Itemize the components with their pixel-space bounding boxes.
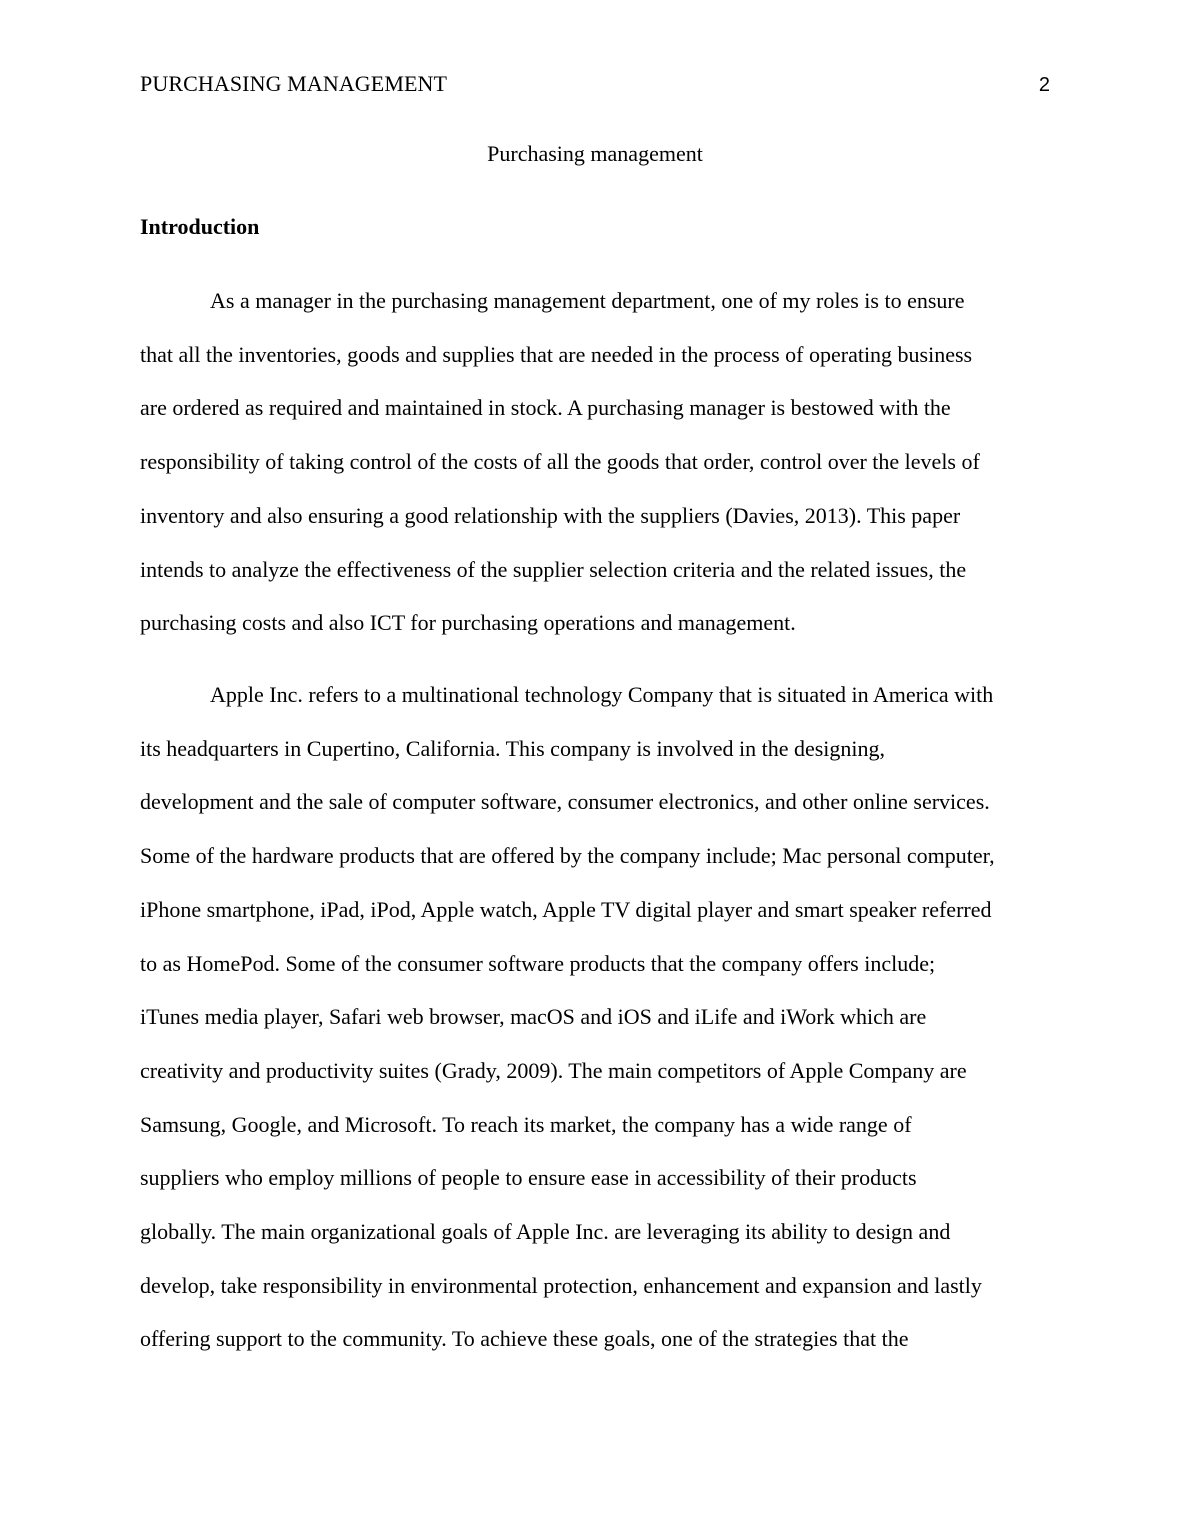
paragraph-line: that all the inventories, goods and supplies that are needed in the process of operating business	[140, 341, 973, 367]
paragraph-line: develop, take responsibility in environmental protection, enhancement and expansion and lastly	[140, 1272, 982, 1298]
page-number: 2	[1038, 74, 1050, 96]
paragraph-line: globally. The main organizational goals of Apple Inc. are leveraging its ability to design and	[140, 1219, 951, 1245]
paragraph-line: responsibility of taking control of the costs of all the goods that order, control over the levels of	[140, 449, 980, 475]
paragraph-line: As a manager in the purchasing management department, one of my roles is to ensure	[210, 288, 965, 313]
paragraph-line: to as HomePod. Some of the consumer software products that the company offers include;	[140, 950, 936, 976]
paragraph-line: development and the sale of computer software, consumer electronics, and other online services.	[140, 789, 990, 815]
paragraph-introduction	[140, 274, 1055, 650]
paragraph-line: purchasing costs and also ICT for purchasing operations and management.	[140, 610, 796, 636]
paragraph-line: offering support to the community. To achieve these goals, one of the strategies that the	[140, 1326, 909, 1352]
paragraph-line: iTunes media player, Safari web browser, macOS and iOS and iLife and iWork which are	[140, 1004, 927, 1030]
paragraph-line: its headquarters in Cupertino, California. This company is involved in the designing,	[140, 735, 886, 761]
paragraph-line: Apple Inc. refers to a multinational technology Company that is situated in America with	[210, 682, 994, 707]
paragraph-line: are ordered as required and maintained in stock. A purchasing manager is bestowed with the	[140, 395, 951, 421]
document-title: Purchasing management	[487, 141, 703, 166]
paragraph-line: iPhone smartphone, iPad, iPod, Apple watch, Apple TV digital player and smart speaker referred	[140, 896, 992, 922]
paragraph-line: inventory and also ensuring a good relationship with the suppliers (Davies, 2013). This paper	[140, 502, 961, 528]
paragraph-line: Samsung, Google, and Microsoft. To reach its market, the company has a wide range of	[140, 1111, 912, 1137]
paragraph-line: creativity and productivity suites (Grady, 2009). The main competitors of Apple Company are	[140, 1057, 967, 1083]
paragraph-line: suppliers who employ millions of people to ensure ease in accessibility of their products	[140, 1165, 917, 1191]
section-heading: Introduction	[140, 214, 260, 239]
running-head: PURCHASING MANAGEMENT	[140, 71, 448, 96]
paragraph-apple-inc	[140, 668, 1055, 1366]
paragraph-line: Some of the hardware products that are offered by the company include; Mac personal computer,	[140, 843, 995, 869]
paragraph-line: intends to analyze the effectiveness of the supplier selection criteria and the related issues, the	[140, 556, 967, 582]
